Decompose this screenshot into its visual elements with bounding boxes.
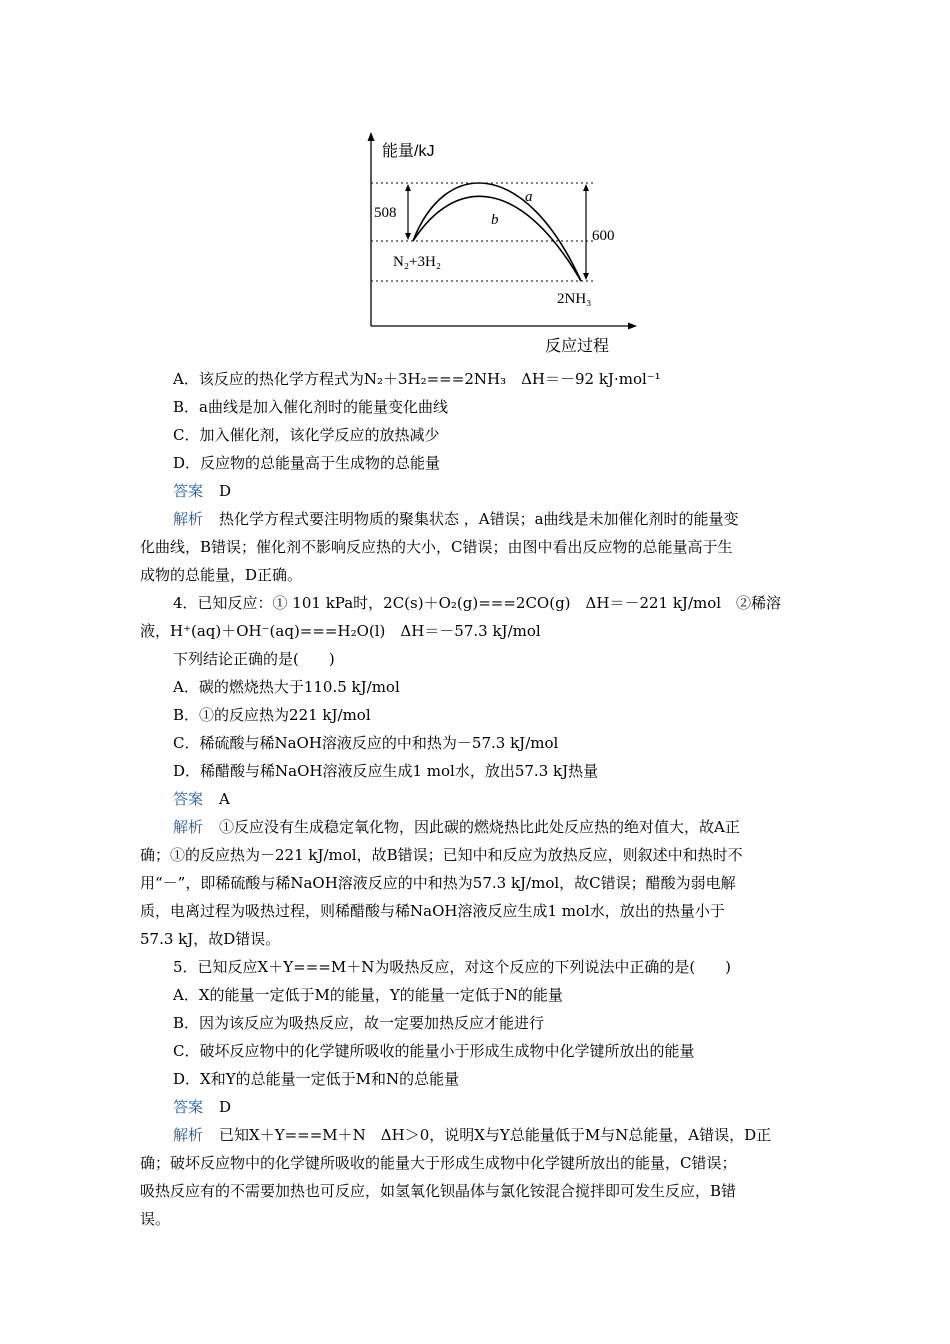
q3-analysis-line-3: 成物的总能量，D正确。 <box>140 566 303 584</box>
q5-option-c: C．破坏反应物中的化学键所吸收的能量小于形成生成物中化学键所放出的能量 <box>173 1042 695 1060</box>
arrow-508-up <box>405 184 411 191</box>
q3-option-c: C．加入催化剂，该化学反应的放热减少 <box>173 426 440 444</box>
q4-option-a: A．碳的燃烧热大于110.5 kJ/mol <box>173 678 400 696</box>
curve-b-label: b <box>491 212 499 228</box>
q3-answer <box>173 481 231 501</box>
label-508: 508 <box>374 205 397 221</box>
q3-answer-value: D <box>219 482 232 500</box>
curve-a-label: a <box>525 189 533 205</box>
q5-option-d: D．X和Y的总能量一定低于M和N的总能量 <box>173 1070 460 1088</box>
energy-diagram <box>355 128 645 360</box>
q4-analysis-label: 解析 <box>173 818 204 836</box>
arrow-600-down <box>583 273 589 280</box>
y-axis-arrow <box>368 132 375 141</box>
q4-stem-line-1: 4．已知反应：① 101 kPa时，2C(s)＋O₂(g)===2CO(g) ΔH＝－221 kJ/mol ②稀溶 <box>173 594 782 612</box>
reactant-label: N₂+3H₂ <box>393 254 442 270</box>
label-600: 600 <box>592 228 615 244</box>
q5-analysis-line-4: 误。 <box>140 1210 171 1228</box>
q5-answer-label: 答案 <box>173 1098 204 1116</box>
q3-analysis-text-1: 热化学方程式要注明物质的聚集状态 ，A错误；a曲线是未加催化剂时的能量变 <box>219 510 739 528</box>
q5-analysis-line-1 <box>173 1125 771 1145</box>
q3-option-a: A．该反应的热化学方程式为N₂＋3H₂===2NH₃ ΔH＝－92 kJ·mol⁻¹ <box>173 370 661 388</box>
q5-option-a: A．X的能量一定低于M的能量，Y的能量一定低于N的能量 <box>173 986 563 1004</box>
x-axis-arrow <box>628 323 637 330</box>
q4-answer-value: A <box>219 790 230 808</box>
q4-analysis-line-3: 用“－”，即稀硫酸与稀NaOH溶液反应的中和热为57.3 kJ/mol，故C错误；醋酸为弱电解 <box>140 874 736 892</box>
q4-option-b: B．①的反应热为221 kJ/mol <box>173 706 371 724</box>
q4-answer <box>173 789 230 809</box>
q4-stem-line-3: 下列结论正确的是( ) <box>173 650 335 668</box>
q5-option-b: B．因为该反应为吸热反应，故一定要加热反应才能进行 <box>173 1014 545 1032</box>
q5-analysis-label: 解析 <box>173 1126 204 1144</box>
q5-analysis-line-2: 确；破坏反应物中的化学键所吸收的能量大于形成生成物中化学键所放出的能量，C错误； <box>140 1154 737 1172</box>
q4-option-c: C．稀硫酸与稀NaOH溶液反应的中和热为－57.3 kJ/mol <box>173 734 559 752</box>
q5-answer <box>173 1097 231 1117</box>
q5-stem: 5．已知反应X＋Y===M＋N为吸热反应，对这个反应的下列说法中正确的是( ) <box>173 958 732 976</box>
q3-analysis-line-1 <box>173 509 739 529</box>
q4-option-d: D．稀醋酸与稀NaOH溶液反应生成1 mol水，放出57.3 kJ热量 <box>173 762 599 780</box>
q4-analysis-line-5: 57.3 kJ，故D错误。 <box>140 930 281 948</box>
q3-option-d: D．反应物的总能量高于生成物的总能量 <box>173 454 441 472</box>
arrow-600-up <box>583 184 589 191</box>
x-axis-label: 反应过程 <box>545 338 610 355</box>
q4-stem-line-2: 液，H⁺(aq)＋OH⁻(aq)===H₂O(l) ΔH＝－57.3 kJ/mol <box>140 622 541 640</box>
q4-analysis-line-1 <box>173 817 740 837</box>
q4-answer-label: 答案 <box>173 790 204 808</box>
y-axis-label: 能量/kJ <box>382 143 435 160</box>
q4-analysis-line-2: 确；①的反应热为－221 kJ/mol，故B错误；已知中和反应为放热反应，则叙述中和热时不 <box>140 846 743 864</box>
product-label: 2NH₃ <box>557 291 592 307</box>
q5-analysis-text-1: 已知X＋Y===M＋N ΔH＞0，说明X与Y总能量低于M与N总能量，A错误，D正 <box>219 1126 772 1144</box>
q3-analysis-label: 解析 <box>173 510 204 528</box>
q3-option-b: B．a曲线是加入催化剂时的能量变化曲线 <box>173 398 448 416</box>
q4-analysis-text-1: ①反应没有生成稳定氧化物，因此碳的燃烧热比此处反应热的绝对值大，故A正 <box>219 818 740 836</box>
q4-analysis-line-4: 质，电离过程为吸热过程，则稀醋酸与稀NaOH溶液反应生成1 mol水，放出的热量小于 <box>140 902 725 920</box>
arrow-508-down <box>405 233 411 240</box>
q3-analysis-line-2: 化曲线，B错误；催化剂不影响反应热的大小，C错误；由图中看出反应物的总能量高于生 <box>140 538 733 556</box>
q3-answer-label: 答案 <box>173 482 204 500</box>
q5-analysis-line-3: 吸热反应有的不需要加热也可反应，如氢氧化钡晶体与氯化铵混合搅拌即可发生反应，B错 <box>140 1182 737 1200</box>
q5-answer-value: D <box>219 1098 232 1116</box>
